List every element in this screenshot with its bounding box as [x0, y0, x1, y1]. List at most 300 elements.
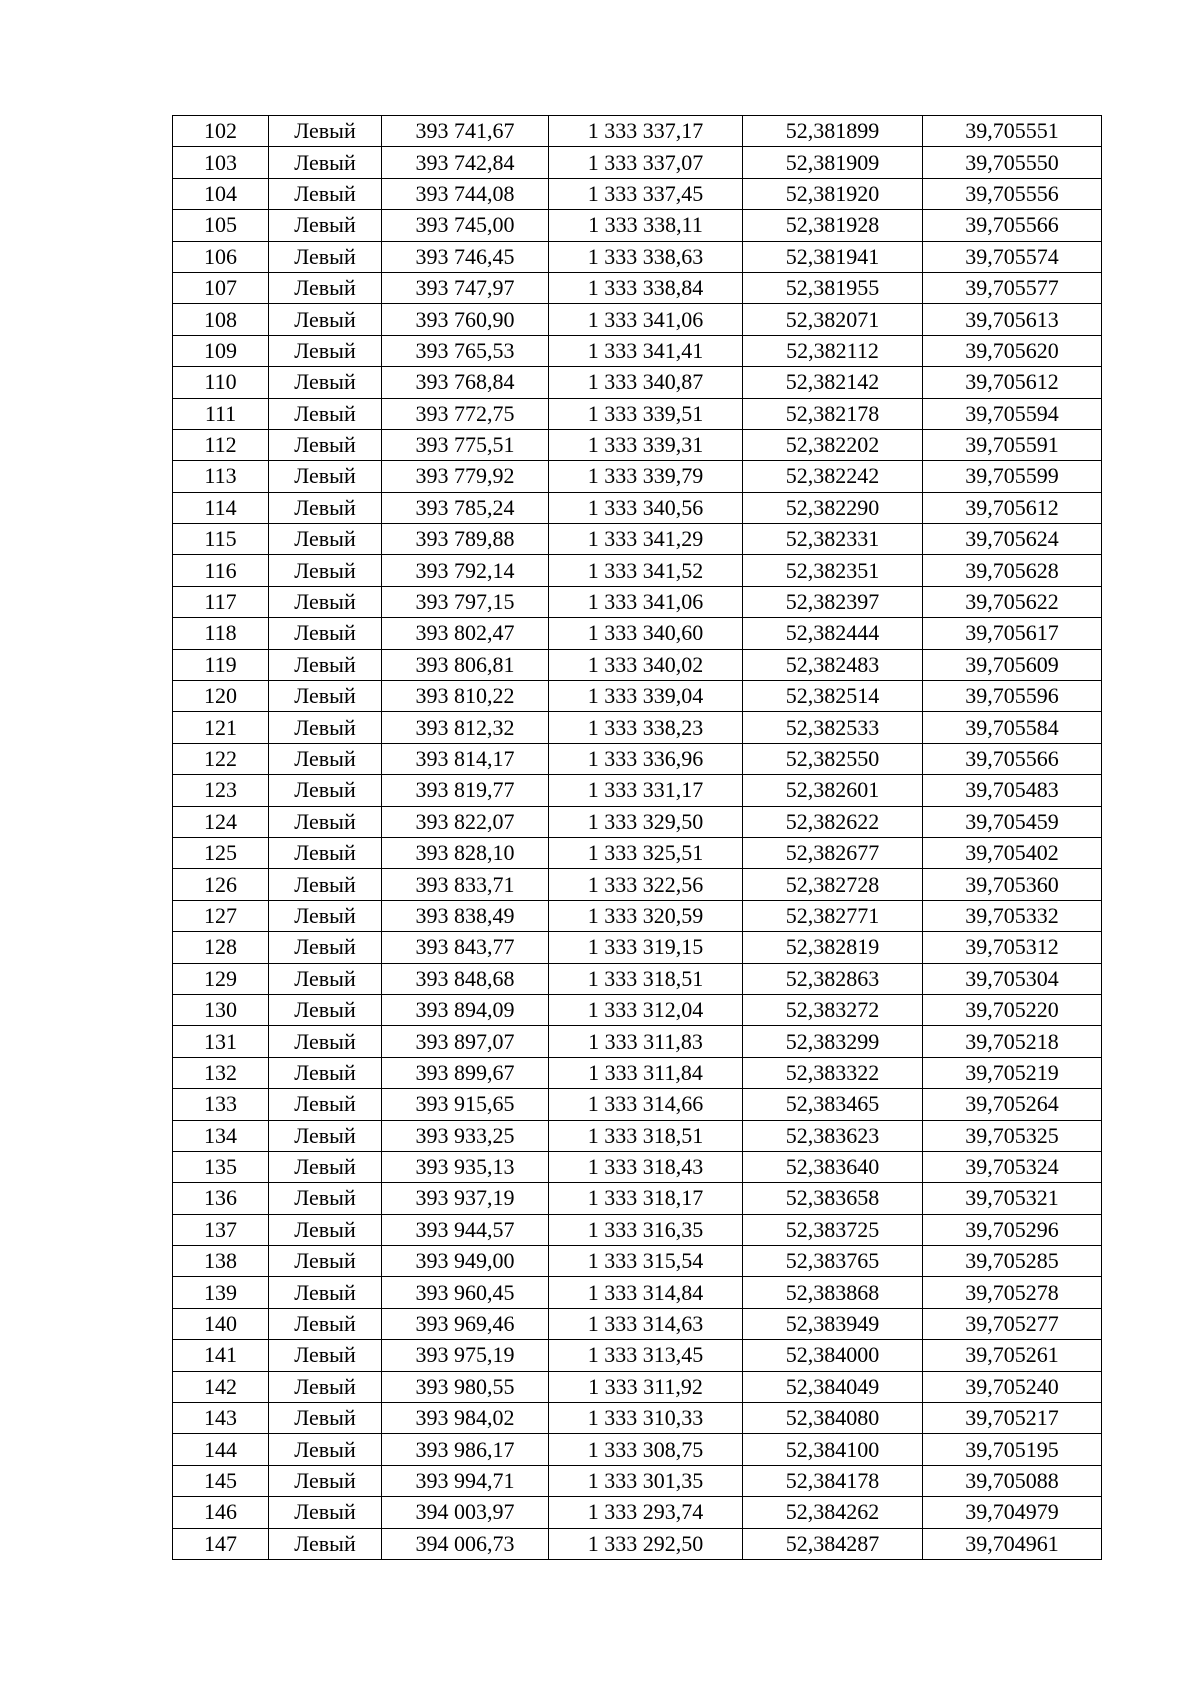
side-cell: Левый [269, 1151, 382, 1182]
point-number-cell: 140 [173, 1308, 269, 1339]
latitude-cell: 52,382351 [743, 555, 923, 586]
table-row [173, 1246, 1102, 1277]
side-cell: Левый [269, 116, 382, 147]
longitude-cell: 39,704979 [923, 1497, 1102, 1528]
x-coordinate-cell: 393 742,84 [382, 147, 549, 178]
side-cell: Левый [269, 492, 382, 523]
point-number-cell: 132 [173, 1057, 269, 1088]
x-coordinate-cell: 393 935,13 [382, 1151, 549, 1182]
x-coordinate-cell: 393 810,22 [382, 681, 549, 712]
table-row [173, 335, 1102, 366]
x-coordinate-cell: 393 741,67 [382, 116, 549, 147]
latitude-cell: 52,382483 [743, 649, 923, 680]
longitude-cell: 39,705550 [923, 147, 1102, 178]
point-number-cell: 141 [173, 1340, 269, 1371]
point-number-cell: 147 [173, 1528, 269, 1559]
point-number-cell: 108 [173, 304, 269, 335]
x-coordinate-cell: 393 760,90 [382, 304, 549, 335]
side-cell: Левый [269, 1246, 382, 1277]
y-coordinate-cell: 1 333 340,56 [549, 492, 743, 523]
table-row [173, 1057, 1102, 1088]
x-coordinate-cell: 393 746,45 [382, 241, 549, 272]
y-coordinate-cell: 1 333 337,45 [549, 178, 743, 209]
longitude-cell: 39,705551 [923, 116, 1102, 147]
point-number-cell: 115 [173, 524, 269, 555]
point-number-cell: 117 [173, 586, 269, 617]
side-cell: Левый [269, 586, 382, 617]
point-number-cell: 139 [173, 1277, 269, 1308]
table-row [173, 1497, 1102, 1528]
x-coordinate-cell: 393 814,17 [382, 743, 549, 774]
x-coordinate-cell: 393 745,00 [382, 210, 549, 241]
side-cell: Левый [269, 1465, 382, 1496]
point-number-cell: 128 [173, 932, 269, 963]
x-coordinate-cell: 393 775,51 [382, 429, 549, 460]
x-coordinate-cell: 394 006,73 [382, 1528, 549, 1559]
x-coordinate-cell: 393 933,25 [382, 1120, 549, 1151]
y-coordinate-cell: 1 333 314,84 [549, 1277, 743, 1308]
y-coordinate-cell: 1 333 331,17 [549, 775, 743, 806]
side-cell: Левый [269, 147, 382, 178]
longitude-cell: 39,704961 [923, 1528, 1102, 1559]
latitude-cell: 52,382071 [743, 304, 923, 335]
x-coordinate-cell: 393 980,55 [382, 1371, 549, 1402]
table-row [173, 1120, 1102, 1151]
point-number-cell: 145 [173, 1465, 269, 1496]
x-coordinate-cell: 393 785,24 [382, 492, 549, 523]
table-row [173, 963, 1102, 994]
x-coordinate-cell: 393 994,71 [382, 1465, 549, 1496]
table-row [173, 1183, 1102, 1214]
side-cell: Левый [269, 1308, 382, 1339]
longitude-cell: 39,705261 [923, 1340, 1102, 1371]
x-coordinate-cell: 393 833,71 [382, 869, 549, 900]
x-coordinate-cell: 393 894,09 [382, 994, 549, 1025]
y-coordinate-cell: 1 333 310,33 [549, 1403, 743, 1434]
x-coordinate-cell: 393 792,14 [382, 555, 549, 586]
point-number-cell: 125 [173, 837, 269, 868]
x-coordinate-cell: 393 899,67 [382, 1057, 549, 1088]
side-cell: Левый [269, 210, 382, 241]
longitude-cell: 39,705277 [923, 1308, 1102, 1339]
latitude-cell: 52,382397 [743, 586, 923, 617]
latitude-cell: 52,383658 [743, 1183, 923, 1214]
point-number-cell: 143 [173, 1403, 269, 1434]
longitude-cell: 39,705622 [923, 586, 1102, 617]
y-coordinate-cell: 1 333 338,63 [549, 241, 743, 272]
y-coordinate-cell: 1 333 338,23 [549, 712, 743, 743]
y-coordinate-cell: 1 333 292,50 [549, 1528, 743, 1559]
y-coordinate-cell: 1 333 308,75 [549, 1434, 743, 1465]
table-row [173, 1465, 1102, 1496]
side-cell: Левый [269, 1528, 382, 1559]
longitude-cell: 39,705617 [923, 618, 1102, 649]
x-coordinate-cell: 393 772,75 [382, 398, 549, 429]
side-cell: Левый [269, 1497, 382, 1528]
latitude-cell: 52,383725 [743, 1214, 923, 1245]
longitude-cell: 39,705296 [923, 1214, 1102, 1245]
point-number-cell: 124 [173, 806, 269, 837]
y-coordinate-cell: 1 333 340,60 [549, 618, 743, 649]
x-coordinate-cell: 393 984,02 [382, 1403, 549, 1434]
side-cell: Левый [269, 1277, 382, 1308]
table-row [173, 743, 1102, 774]
x-coordinate-cell: 393 747,97 [382, 272, 549, 303]
point-number-cell: 119 [173, 649, 269, 680]
side-cell: Левый [269, 335, 382, 366]
longitude-cell: 39,705584 [923, 712, 1102, 743]
y-coordinate-cell: 1 333 311,92 [549, 1371, 743, 1402]
latitude-cell: 52,382533 [743, 712, 923, 743]
point-number-cell: 118 [173, 618, 269, 649]
side-cell: Левый [269, 304, 382, 335]
table-row [173, 116, 1102, 147]
side-cell: Левый [269, 681, 382, 712]
latitude-cell: 52,382514 [743, 681, 923, 712]
latitude-cell: 52,384000 [743, 1340, 923, 1371]
point-number-cell: 106 [173, 241, 269, 272]
side-cell: Левый [269, 1183, 382, 1214]
table-row [173, 837, 1102, 868]
y-coordinate-cell: 1 333 338,84 [549, 272, 743, 303]
x-coordinate-cell: 393 969,46 [382, 1308, 549, 1339]
table-row [173, 147, 1102, 178]
longitude-cell: 39,705402 [923, 837, 1102, 868]
point-number-cell: 146 [173, 1497, 269, 1528]
y-coordinate-cell: 1 333 311,83 [549, 1026, 743, 1057]
latitude-cell: 52,384080 [743, 1403, 923, 1434]
latitude-cell: 52,382142 [743, 367, 923, 398]
x-coordinate-cell: 393 843,77 [382, 932, 549, 963]
point-number-cell: 116 [173, 555, 269, 586]
latitude-cell: 52,382112 [743, 335, 923, 366]
y-coordinate-cell: 1 333 340,02 [549, 649, 743, 680]
table-row [173, 681, 1102, 712]
longitude-cell: 39,705612 [923, 492, 1102, 523]
x-coordinate-cell: 393 789,88 [382, 524, 549, 555]
point-number-cell: 114 [173, 492, 269, 523]
longitude-cell: 39,705596 [923, 681, 1102, 712]
latitude-cell: 52,384049 [743, 1371, 923, 1402]
latitude-cell: 52,384287 [743, 1528, 923, 1559]
table-row [173, 1340, 1102, 1371]
point-number-cell: 103 [173, 147, 269, 178]
longitude-cell: 39,705278 [923, 1277, 1102, 1308]
y-coordinate-cell: 1 333 339,51 [549, 398, 743, 429]
y-coordinate-cell: 1 333 341,06 [549, 586, 743, 617]
point-number-cell: 120 [173, 681, 269, 712]
y-coordinate-cell: 1 333 341,29 [549, 524, 743, 555]
longitude-cell: 39,705332 [923, 900, 1102, 931]
y-coordinate-cell: 1 333 341,52 [549, 555, 743, 586]
y-coordinate-cell: 1 333 340,87 [549, 367, 743, 398]
side-cell: Левый [269, 1026, 382, 1057]
table-row [173, 272, 1102, 303]
table-row [173, 1089, 1102, 1120]
longitude-cell: 39,705612 [923, 367, 1102, 398]
y-coordinate-cell: 1 333 339,79 [549, 461, 743, 492]
latitude-cell: 52,382550 [743, 743, 923, 774]
longitude-cell: 39,705321 [923, 1183, 1102, 1214]
x-coordinate-cell: 393 944,57 [382, 1214, 549, 1245]
longitude-cell: 39,705620 [923, 335, 1102, 366]
longitude-cell: 39,705556 [923, 178, 1102, 209]
point-number-cell: 121 [173, 712, 269, 743]
y-coordinate-cell: 1 333 318,17 [549, 1183, 743, 1214]
y-coordinate-cell: 1 333 341,06 [549, 304, 743, 335]
x-coordinate-cell: 393 975,19 [382, 1340, 549, 1371]
side-cell: Левый [269, 555, 382, 586]
side-cell: Левый [269, 1403, 382, 1434]
side-cell: Левый [269, 429, 382, 460]
latitude-cell: 52,381920 [743, 178, 923, 209]
y-coordinate-cell: 1 333 293,74 [549, 1497, 743, 1528]
table-row [173, 775, 1102, 806]
y-coordinate-cell: 1 333 314,63 [549, 1308, 743, 1339]
latitude-cell: 52,382331 [743, 524, 923, 555]
x-coordinate-cell: 393 937,19 [382, 1183, 549, 1214]
table-row [173, 869, 1102, 900]
point-number-cell: 104 [173, 178, 269, 209]
y-coordinate-cell: 1 333 336,96 [549, 743, 743, 774]
latitude-cell: 52,383623 [743, 1120, 923, 1151]
point-number-cell: 110 [173, 367, 269, 398]
latitude-cell: 52,383868 [743, 1277, 923, 1308]
y-coordinate-cell: 1 333 315,54 [549, 1246, 743, 1277]
longitude-cell: 39,705312 [923, 932, 1102, 963]
point-number-cell: 112 [173, 429, 269, 460]
point-number-cell: 133 [173, 1089, 269, 1120]
y-coordinate-cell: 1 333 338,11 [549, 210, 743, 241]
x-coordinate-cell: 393 779,92 [382, 461, 549, 492]
side-cell: Левый [269, 367, 382, 398]
point-number-cell: 123 [173, 775, 269, 806]
longitude-cell: 39,705088 [923, 1465, 1102, 1496]
longitude-cell: 39,705218 [923, 1026, 1102, 1057]
x-coordinate-cell: 393 744,08 [382, 178, 549, 209]
table-row [173, 932, 1102, 963]
side-cell: Левый [269, 1434, 382, 1465]
point-number-cell: 102 [173, 116, 269, 147]
table-row [173, 1434, 1102, 1465]
latitude-cell: 52,381928 [743, 210, 923, 241]
longitude-cell: 39,705624 [923, 524, 1102, 555]
side-cell: Левый [269, 241, 382, 272]
longitude-cell: 39,705566 [923, 743, 1102, 774]
coordinates-table [172, 115, 1102, 1560]
latitude-cell: 52,382202 [743, 429, 923, 460]
x-coordinate-cell: 393 819,77 [382, 775, 549, 806]
y-coordinate-cell: 1 333 301,35 [549, 1465, 743, 1496]
latitude-cell: 52,383322 [743, 1057, 923, 1088]
table-row [173, 429, 1102, 460]
longitude-cell: 39,705594 [923, 398, 1102, 429]
latitude-cell: 52,384262 [743, 1497, 923, 1528]
longitude-cell: 39,705264 [923, 1089, 1102, 1120]
latitude-cell: 52,383949 [743, 1308, 923, 1339]
point-number-cell: 142 [173, 1371, 269, 1402]
point-number-cell: 129 [173, 963, 269, 994]
point-number-cell: 105 [173, 210, 269, 241]
point-number-cell: 134 [173, 1120, 269, 1151]
side-cell: Левый [269, 1340, 382, 1371]
side-cell: Левый [269, 1214, 382, 1245]
longitude-cell: 39,705609 [923, 649, 1102, 680]
y-coordinate-cell: 1 333 339,04 [549, 681, 743, 712]
longitude-cell: 39,705591 [923, 429, 1102, 460]
x-coordinate-cell: 393 960,45 [382, 1277, 549, 1308]
side-cell: Левый [269, 775, 382, 806]
point-number-cell: 131 [173, 1026, 269, 1057]
table-row [173, 1528, 1102, 1559]
side-cell: Левый [269, 398, 382, 429]
x-coordinate-cell: 393 822,07 [382, 806, 549, 837]
x-coordinate-cell: 393 848,68 [382, 963, 549, 994]
longitude-cell: 39,705240 [923, 1371, 1102, 1402]
latitude-cell: 52,381899 [743, 116, 923, 147]
longitude-cell: 39,705217 [923, 1403, 1102, 1434]
y-coordinate-cell: 1 333 325,51 [549, 837, 743, 868]
latitude-cell: 52,382771 [743, 900, 923, 931]
y-coordinate-cell: 1 333 337,17 [549, 116, 743, 147]
latitude-cell: 52,382242 [743, 461, 923, 492]
longitude-cell: 39,705577 [923, 272, 1102, 303]
longitude-cell: 39,705360 [923, 869, 1102, 900]
x-coordinate-cell: 393 812,32 [382, 712, 549, 743]
point-number-cell: 127 [173, 900, 269, 931]
side-cell: Левый [269, 994, 382, 1025]
latitude-cell: 52,382178 [743, 398, 923, 429]
point-number-cell: 130 [173, 994, 269, 1025]
latitude-cell: 52,382677 [743, 837, 923, 868]
latitude-cell: 52,383272 [743, 994, 923, 1025]
x-coordinate-cell: 393 797,15 [382, 586, 549, 617]
side-cell: Левый [269, 900, 382, 931]
side-cell: Левый [269, 963, 382, 994]
y-coordinate-cell: 1 333 339,31 [549, 429, 743, 460]
side-cell: Левый [269, 712, 382, 743]
table-row [173, 649, 1102, 680]
point-number-cell: 136 [173, 1183, 269, 1214]
table-row [173, 1277, 1102, 1308]
y-coordinate-cell: 1 333 314,66 [549, 1089, 743, 1120]
table-row [173, 1403, 1102, 1434]
side-cell: Левый [269, 743, 382, 774]
table-row [173, 492, 1102, 523]
side-cell: Левый [269, 869, 382, 900]
x-coordinate-cell: 393 949,00 [382, 1246, 549, 1277]
latitude-cell: 52,382728 [743, 869, 923, 900]
table-row [173, 210, 1102, 241]
side-cell: Левый [269, 461, 382, 492]
latitude-cell: 52,383465 [743, 1089, 923, 1120]
longitude-cell: 39,705324 [923, 1151, 1102, 1182]
side-cell: Левый [269, 649, 382, 680]
table-row [173, 304, 1102, 335]
table-row [173, 1308, 1102, 1339]
table-row [173, 367, 1102, 398]
latitude-cell: 52,384178 [743, 1465, 923, 1496]
latitude-cell: 52,381941 [743, 241, 923, 272]
table-row [173, 555, 1102, 586]
longitude-cell: 39,705483 [923, 775, 1102, 806]
side-cell: Левый [269, 1120, 382, 1151]
longitude-cell: 39,705325 [923, 1120, 1102, 1151]
y-coordinate-cell: 1 333 318,43 [549, 1151, 743, 1182]
point-number-cell: 135 [173, 1151, 269, 1182]
y-coordinate-cell: 1 333 318,51 [549, 1120, 743, 1151]
point-number-cell: 126 [173, 869, 269, 900]
x-coordinate-cell: 393 765,53 [382, 335, 549, 366]
side-cell: Левый [269, 178, 382, 209]
side-cell: Левый [269, 1057, 382, 1088]
latitude-cell: 52,381909 [743, 147, 923, 178]
y-coordinate-cell: 1 333 318,51 [549, 963, 743, 994]
longitude-cell: 39,705613 [923, 304, 1102, 335]
latitude-cell: 52,382819 [743, 932, 923, 963]
y-coordinate-cell: 1 333 313,45 [549, 1340, 743, 1371]
y-coordinate-cell: 1 333 337,07 [549, 147, 743, 178]
point-number-cell: 111 [173, 398, 269, 429]
table-row [173, 241, 1102, 272]
y-coordinate-cell: 1 333 316,35 [549, 1214, 743, 1245]
y-coordinate-cell: 1 333 329,50 [549, 806, 743, 837]
y-coordinate-cell: 1 333 312,04 [549, 994, 743, 1025]
x-coordinate-cell: 393 915,65 [382, 1089, 549, 1120]
table-row [173, 1371, 1102, 1402]
table-row [173, 618, 1102, 649]
table-row [173, 994, 1102, 1025]
point-number-cell: 107 [173, 272, 269, 303]
x-coordinate-cell: 393 828,10 [382, 837, 549, 868]
longitude-cell: 39,705195 [923, 1434, 1102, 1465]
side-cell: Левый [269, 1089, 382, 1120]
latitude-cell: 52,381955 [743, 272, 923, 303]
table-row [173, 178, 1102, 209]
x-coordinate-cell: 393 986,17 [382, 1434, 549, 1465]
longitude-cell: 39,705459 [923, 806, 1102, 837]
side-cell: Левый [269, 618, 382, 649]
side-cell: Левый [269, 524, 382, 555]
side-cell: Левый [269, 1371, 382, 1402]
table-row [173, 1151, 1102, 1182]
y-coordinate-cell: 1 333 320,59 [549, 900, 743, 931]
table-row [173, 1026, 1102, 1057]
y-coordinate-cell: 1 333 341,41 [549, 335, 743, 366]
coordinates-table-body [173, 116, 1102, 1560]
y-coordinate-cell: 1 333 319,15 [549, 932, 743, 963]
longitude-cell: 39,705220 [923, 994, 1102, 1025]
y-coordinate-cell: 1 333 322,56 [549, 869, 743, 900]
side-cell: Левый [269, 932, 382, 963]
x-coordinate-cell: 393 802,47 [382, 618, 549, 649]
latitude-cell: 52,382444 [743, 618, 923, 649]
point-number-cell: 109 [173, 335, 269, 366]
x-coordinate-cell: 393 768,84 [382, 367, 549, 398]
longitude-cell: 39,705566 [923, 210, 1102, 241]
latitude-cell: 52,383299 [743, 1026, 923, 1057]
point-number-cell: 122 [173, 743, 269, 774]
table-row [173, 586, 1102, 617]
x-coordinate-cell: 393 897,07 [382, 1026, 549, 1057]
table-row [173, 461, 1102, 492]
latitude-cell: 52,383765 [743, 1246, 923, 1277]
latitude-cell: 52,383640 [743, 1151, 923, 1182]
latitude-cell: 52,384100 [743, 1434, 923, 1465]
point-number-cell: 138 [173, 1246, 269, 1277]
longitude-cell: 39,705599 [923, 461, 1102, 492]
longitude-cell: 39,705219 [923, 1057, 1102, 1088]
